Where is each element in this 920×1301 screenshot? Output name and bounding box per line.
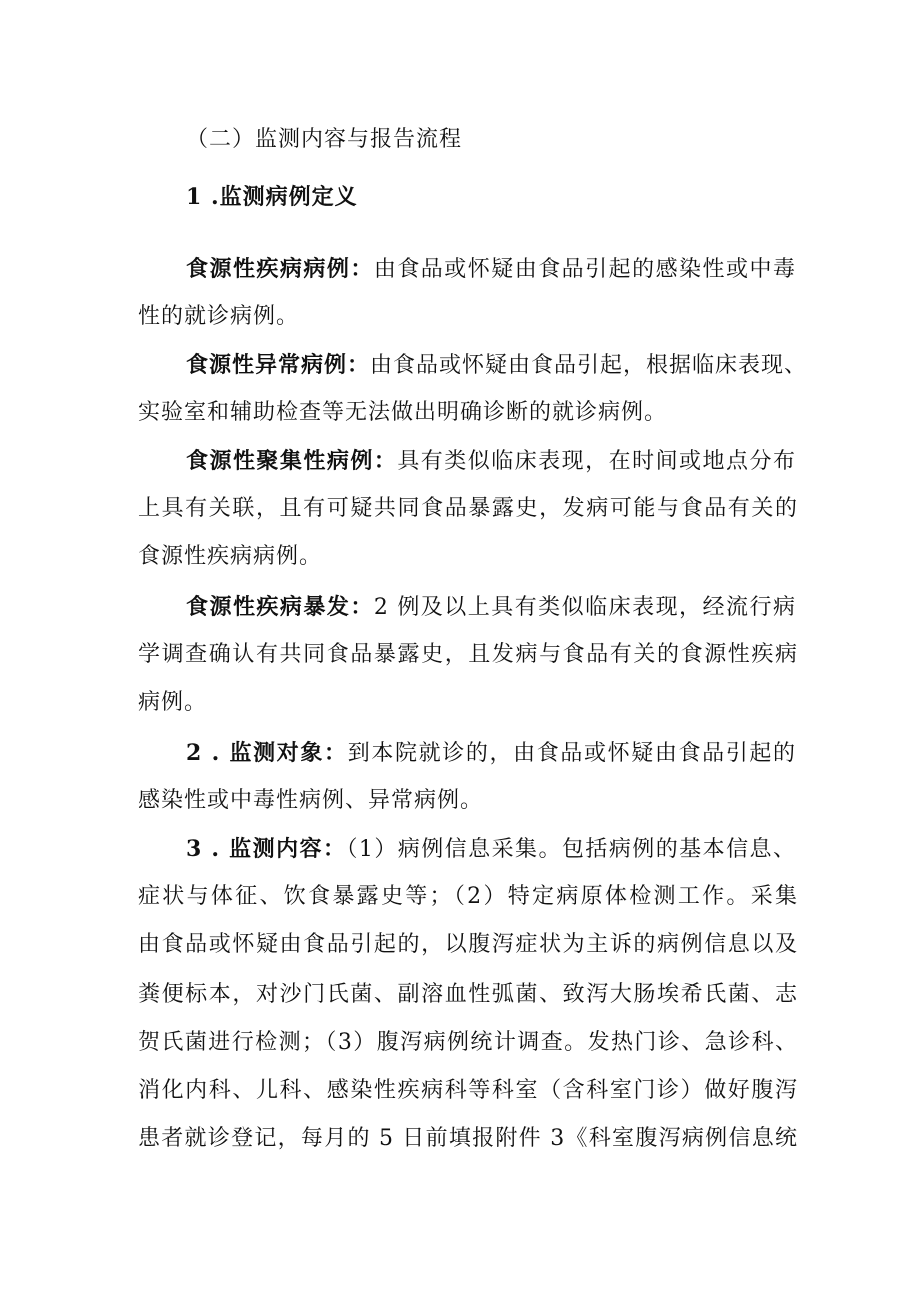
definition-text-cont: 性的就诊病例。 [138, 304, 300, 329]
monitoring-contents-cont: 贺氏菌进行检测；（3）腹泻病例统计调查。发热门诊、急诊科、 [138, 1030, 798, 1055]
monitoring-contents-cont: 由食品或怀疑由食品引起的，以腹泻症状为主诉的病例信息以及 [138, 932, 798, 957]
section-heading [186, 125, 462, 155]
definition-text-cont: 病例。 [138, 690, 208, 715]
definition-text-cont: 学调查确认有共同食品暴露史，且发病与食品有关的食源性疾病 [138, 642, 798, 667]
definition-text: 2 例及以上具有类似临床表现，经流行病 [373, 595, 796, 620]
item-label: 2 . 监测对象： [186, 740, 348, 766]
definition-text: 由食品或怀疑由食品引起，根据临床表现、 [370, 353, 808, 378]
definition-foodborne-abnormal-case: 食源性异常病例：由食品或怀疑由食品引起，根据临床表现、 [186, 352, 808, 378]
definition-text: 具有类似临床表现，在时间或地点分布 [397, 449, 796, 474]
definition-text-cont: 食源性疾病病例。 [138, 544, 323, 569]
monitoring-objects-cont: 感染性或中毒性病例、异常病例。 [138, 788, 484, 813]
monitoring-contents: 3 . 监测内容：（1）病例信息采集。包括病例的基本信息、 [186, 836, 796, 862]
definition-text: 由食品或怀疑由食品引起的感染性或中毒 [373, 257, 796, 282]
definition-text-cont: 上具有关联，且有可疑共同食品暴露史，发病可能与食品有关的 [138, 496, 798, 521]
definition-foodborne-cluster-case: 食源性聚集性病例：具有类似临床表现，在时间或地点分布 [186, 448, 796, 474]
monitoring-contents-cont: 患者就诊登记，每月的 5 日前填报附件 3《科室腹泻病例信息统 [138, 1126, 798, 1151]
item-label: 3 . 监测内容： [186, 836, 347, 862]
section-title: （二）监测内容与报告流程 [186, 127, 463, 152]
term-label: 食源性聚集性病例 [186, 448, 374, 474]
term-label: 食源性疾病病例 [186, 256, 351, 282]
monitoring-contents-cont: 症状与体征、饮食暴露史等；（2）特定病原体检测工作。采集 [138, 884, 798, 909]
monitoring-contents-cont: 粪便标本，对沙门氏菌、副溶血性弧菌、致泻大肠埃希氏菌、志 [138, 982, 798, 1007]
monitoring-objects: 2 . 监测对象：到本院就诊的，由食品或怀疑由食品引起的 [186, 740, 796, 766]
definition-text-cont: 实验室和辅助检查等无法做出明确诊断的就诊病例。 [138, 400, 668, 425]
monitoring-contents-cont: 消化内科、儿科、感染性疾病科等科室（含科室门诊）做好腹泻 [138, 1078, 798, 1103]
definition-foodborne-outbreak: 食源性疾病暴发：2 例及以上具有类似临床表现，经流行病 [186, 594, 796, 620]
subsection-heading-1: 1 .监测病例定义 [186, 184, 358, 210]
term-label: 食源性疾病暴发 [186, 594, 351, 620]
term-label: 食源性异常病例 [186, 352, 348, 378]
definition-foodborne-disease-case: 食源性疾病病例：由食品或怀疑由食品引起的感染性或中毒 [186, 256, 796, 282]
